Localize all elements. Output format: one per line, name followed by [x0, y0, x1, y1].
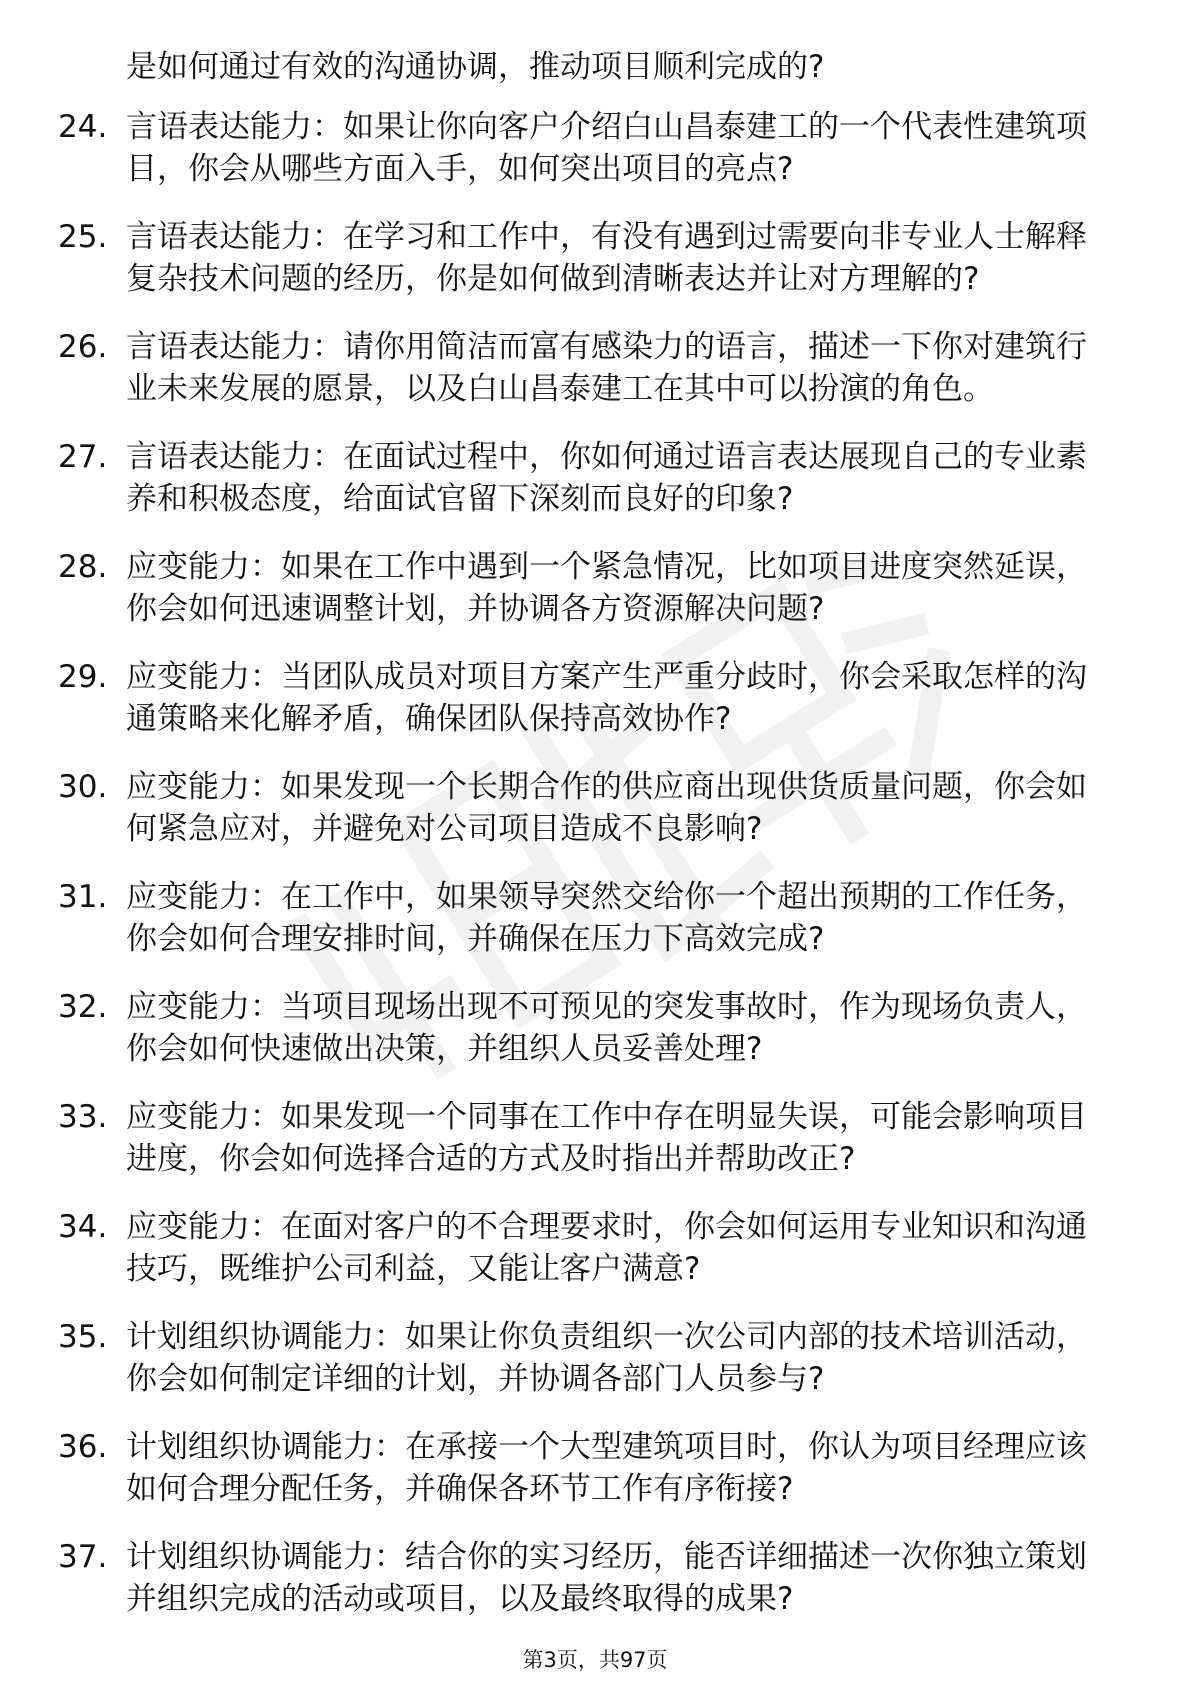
question-text: 计划组织协调能力：结合你的实习经历，能否详细描述一次你独立策划并组织完成的活动或项目，以及最终取得的成果? [126, 1539, 1087, 1617]
question-item [0, 656, 1190, 740]
question-item [0, 986, 1190, 1070]
question-text: 应变能力：在面对客户的不合理要求时，你会如何运用专业知识和沟通技巧，既维护公司利益，又能让客户满意? [126, 1209, 1087, 1287]
question-number: 37. [58, 1539, 108, 1575]
question-text: 言语表达能力：在面试过程中，你如何通过语言表达展现自己的专业素养和积极态度，给面试官留下深刻而良好的印象? [126, 439, 1087, 517]
page-footer: 第3页，共97页 [522, 1648, 668, 1672]
question-number: 26. [58, 329, 108, 365]
question-text: 计划组织协调能力：如果让你负责组织一次公司内部的技术培训活动，你会如何制定详细的计划，并协调各部门人员参与? [126, 1319, 1087, 1397]
question-number: 34. [58, 1209, 108, 1245]
question-item [0, 216, 1190, 300]
question-number: 36. [58, 1429, 108, 1465]
question-text: 言语表达能力：如果让你向客户介绍白山昌泰建工的一个代表性建筑项目，你会从哪些方面入手，如何突出项目的亮点? [126, 109, 1087, 187]
question-number: 29. [58, 659, 108, 695]
question-number: 25. [58, 219, 108, 255]
question-number: 33. [58, 1099, 108, 1135]
question-text: 应变能力：当团队成员对项目方案产生严重分歧时，你会采取怎样的沟通策略来化解矛盾，确保团队保持高效协作? [126, 659, 1087, 737]
question-text: 应变能力：如果发现一个同事在工作中存在明显失误，可能会影响项目进度，你会如何选择合适的方式及时指出并帮助改正? [126, 1099, 1087, 1177]
question-item [0, 326, 1190, 410]
question-item [0, 1426, 1190, 1510]
question-item [0, 1536, 1190, 1620]
question-text: 应变能力：在工作中，如果领导突然交给你一个超出预期的工作任务，你会如何合理安排时间，并确保在压力下高效完成? [126, 879, 1087, 957]
question-number: 30. [58, 769, 108, 805]
question-number: 28. [58, 549, 108, 585]
question-list [0, 106, 1190, 1646]
question-number: 27. [58, 439, 108, 475]
question-text: 应变能力：当项目现场出现不可预见的突发事故时，作为现场负责人，你会如何快速做出决策，并组织人员妥善处理? [126, 989, 1087, 1067]
question-text: 言语表达能力：在学习和工作中，有没有遇到过需要向非专业人士解释复杂技术问题的经历，你是如何做到清晰表达并让对方理解的? [126, 219, 1087, 297]
question-text: 言语表达能力：请你用简洁而富有感染力的语言，描述一下你对建筑行业未来发展的愿景，以及白山昌泰建工在其中可以扮演的角色。 [126, 329, 1087, 407]
question-number: 24. [58, 109, 108, 145]
question-item [0, 766, 1190, 850]
question-text: 应变能力：如果在工作中遇到一个紧急情况，比如项目进度突然延误，你会如何迅速调整计划，并协调各方资源解决问题? [126, 549, 1087, 627]
question-item [0, 1316, 1190, 1400]
question-number: 35. [58, 1319, 108, 1355]
question-text: 计划组织协调能力：在承接一个大型建筑项目时，你认为项目经理应该如何合理分配任务，并确保各环节工作有序衔接? [126, 1429, 1087, 1507]
question-text: 应变能力：如果发现一个长期合作的供应商出现供货质量问题，你会如何紧急应对，并避免对公司项目造成不良影响? [126, 769, 1087, 847]
question-item [0, 1206, 1190, 1290]
question-number: 31. [58, 879, 108, 915]
continuation-text: 是如何通过有效的沟通协调，推动项目顺利完成的? [126, 49, 825, 85]
question-number: 32. [58, 989, 108, 1025]
question-item [0, 546, 1190, 630]
question-item [0, 876, 1190, 960]
question-item [0, 1096, 1190, 1180]
question-item [0, 106, 1190, 190]
question-item [0, 436, 1190, 520]
